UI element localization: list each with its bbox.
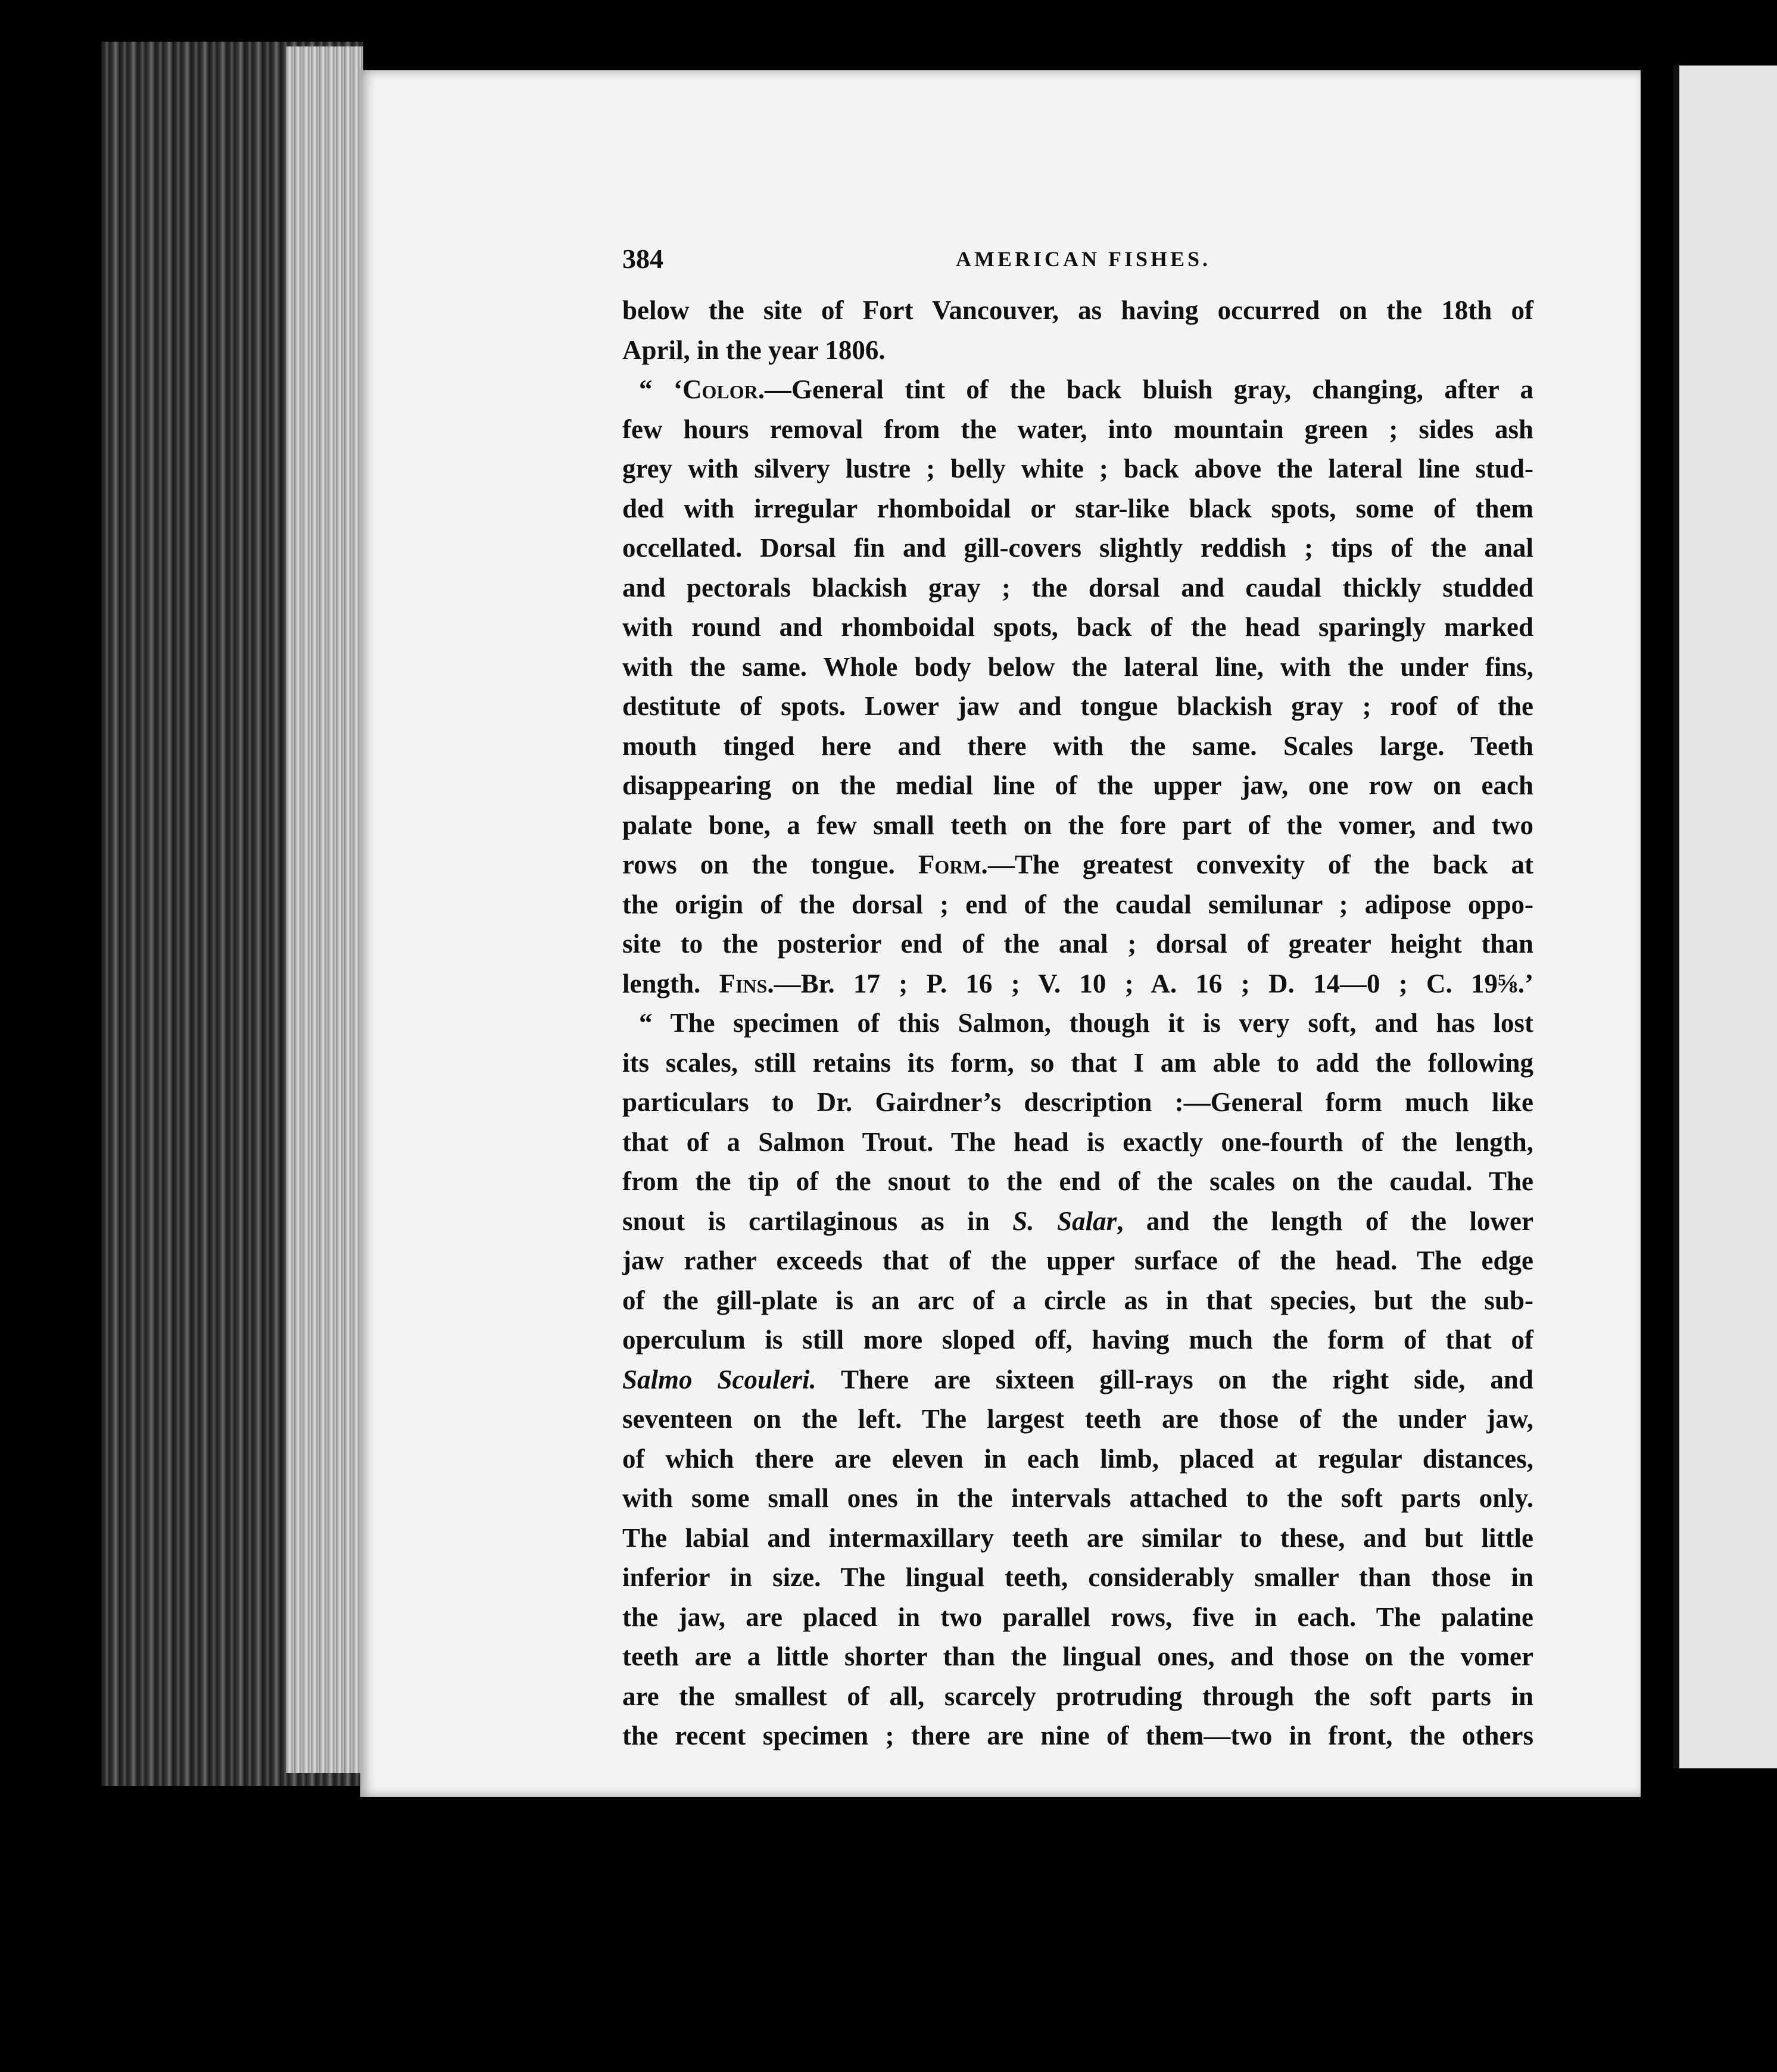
body-text (622, 291, 1533, 1756)
text-run: rows on the tongue. (622, 850, 918, 879)
text-run: of the gill-plate is an arc of a circle as in that species, but the sub- (622, 1285, 1533, 1315)
text-run: of which there are eleven in each limb, placed at regular distances, (622, 1443, 1533, 1474)
text-run: disappearing on the medial line of the upper jaw, one row on each (622, 770, 1533, 800)
text-line (622, 885, 1533, 925)
text-line (622, 766, 1533, 806)
text-run: grey with silvery lustre ; belly white ; back above the lateral line stud- (622, 454, 1533, 483)
text-line (622, 686, 1533, 726)
text-run: palate bone, a few small teeth on the fore part of the vomer, and two (622, 810, 1533, 840)
text-line (622, 1162, 1533, 1202)
text-line (622, 330, 1533, 370)
text-line (622, 489, 1533, 529)
text-run: the origin of the dorsal ; end of the caudal semilunar ; adipose oppo- (622, 889, 1533, 919)
text-line (622, 607, 1533, 647)
text-line (622, 924, 1533, 964)
text-line (622, 1320, 1533, 1360)
text-run: teeth are a little shorter than the lingual ones, and those on the vomer (622, 1642, 1533, 1671)
page-edges (286, 46, 363, 1773)
text-line (622, 528, 1533, 568)
text-line (622, 370, 1533, 410)
text-run: inferior in size. The lingual teeth, considerably smaller than those in (622, 1562, 1533, 1592)
text-run: site to the posterior end of the anal ; dorsal of greater height than (622, 929, 1533, 959)
text-run: occellated. Dorsal fin and gill-covers slightly reddish ; tips of the anal (622, 533, 1533, 563)
text-line (622, 806, 1533, 845)
text-run: particulars to Dr. Gairdner’s description :—General form much like (622, 1087, 1533, 1117)
text-run: destitute of spots. Lower jaw and tongue blackish gray ; roof of the (622, 691, 1533, 721)
text-line (622, 726, 1533, 766)
running-title: AMERICAN FISHES. (956, 247, 1211, 271)
text-line (622, 1043, 1533, 1083)
text-run: with the same. Whole body below the lateral line, with the under fins, (622, 651, 1533, 682)
text-run: few hours removal from the water, into mountain green ; sides ash (622, 414, 1533, 444)
text-run: operculum is still more sloped off, having much the form of that of (622, 1325, 1533, 1355)
text-line (622, 1003, 1533, 1043)
text-line (622, 1518, 1533, 1558)
running-head (622, 243, 1635, 279)
text-run: April, in the year 1806. (622, 335, 886, 365)
text-run: S. Salar (1012, 1206, 1117, 1236)
text-run: its scales, still retains its form, so that I am able to add the following (622, 1047, 1533, 1078)
text-line (622, 1202, 1533, 1241)
text-run: “ ‘ (639, 375, 682, 404)
text-line (622, 410, 1533, 450)
text-line (622, 964, 1533, 1004)
text-run: ded with irregular rhomboidal or star-like black spots, some of them (622, 493, 1533, 523)
text-line (622, 845, 1533, 885)
text-run: from the tip of the snout to the end of the scales on the caudal. The (622, 1166, 1533, 1196)
text-line (622, 1122, 1533, 1162)
text-line (622, 1597, 1533, 1637)
text-line (622, 568, 1533, 608)
text-run: Salmo Scouleri. (622, 1364, 816, 1394)
text-run: Color. (682, 375, 765, 404)
printed-page (360, 70, 1641, 1797)
text-run: There are sixteen gill-rays on the right side, and (816, 1364, 1533, 1394)
page-number: 384 (622, 244, 663, 274)
facing-page-edge (1673, 65, 1777, 1768)
text-line (622, 1399, 1533, 1439)
text-run: and pectorals blackish gray ; the dorsal and caudal thickly studded (622, 572, 1533, 603)
text-run: snout is cartilaginous as in (622, 1206, 1013, 1236)
text-line (622, 1439, 1533, 1479)
text-line (622, 1281, 1533, 1321)
text-run: that of a Salmon Trout. The head is exactly one-fourth of the length, (622, 1127, 1533, 1157)
text-run: , and the length of the lower (1117, 1206, 1533, 1236)
text-line (622, 1558, 1533, 1597)
text-run: jaw rather exceeds that of the upper surface of the head. The edge (622, 1246, 1533, 1275)
text-run: are the smallest of all, scarcely protruding through the soft parts in (622, 1681, 1533, 1711)
text-run: Form. (918, 850, 988, 879)
text-run: The labial and intermaxillary teeth are similar to these, and but little (622, 1522, 1533, 1553)
text-run: the jaw, are placed in two parallel rows, five in each. The palatine (622, 1602, 1533, 1632)
text-run: —General tint of the back bluish gray, changing, after a (764, 375, 1533, 404)
text-line (622, 647, 1533, 687)
text-line (622, 1677, 1533, 1717)
text-run: —Br. 17 ; P. 16 ; V. 10 ; A. 16 ; D. 14—0 ; C. 19⅝.’ (774, 968, 1533, 998)
text-run: Fins. (719, 968, 774, 998)
text-line (622, 449, 1533, 489)
text-run: “ The specimen of this Salmon, though it is very soft, and has lost (639, 1008, 1533, 1038)
text-line (622, 1478, 1533, 1518)
text-line (622, 1716, 1533, 1756)
text-line (622, 1637, 1533, 1677)
text-line (622, 1360, 1533, 1400)
text-run: seventeen on the left. The largest teeth are those of the under jaw, (622, 1404, 1533, 1434)
text-run: with round and rhomboidal spots, back of the head sparingly marked (622, 612, 1533, 642)
text-run: below the site of Fort Vancouver, as having occurred on the 18th of (622, 295, 1533, 325)
text-run: the recent specimen ; there are nine of them—two in front, the others (622, 1721, 1533, 1750)
text-run: with some small ones in the intervals attached to the soft parts only. (622, 1483, 1533, 1513)
text-line (622, 1082, 1533, 1122)
text-line (622, 291, 1533, 330)
text-run: length. (622, 968, 719, 998)
text-run: —The greatest convexity of the back at (987, 850, 1533, 879)
text-run: mouth tinged here and there with the same. Scales large. Teeth (622, 731, 1533, 761)
text-line (622, 1241, 1533, 1281)
